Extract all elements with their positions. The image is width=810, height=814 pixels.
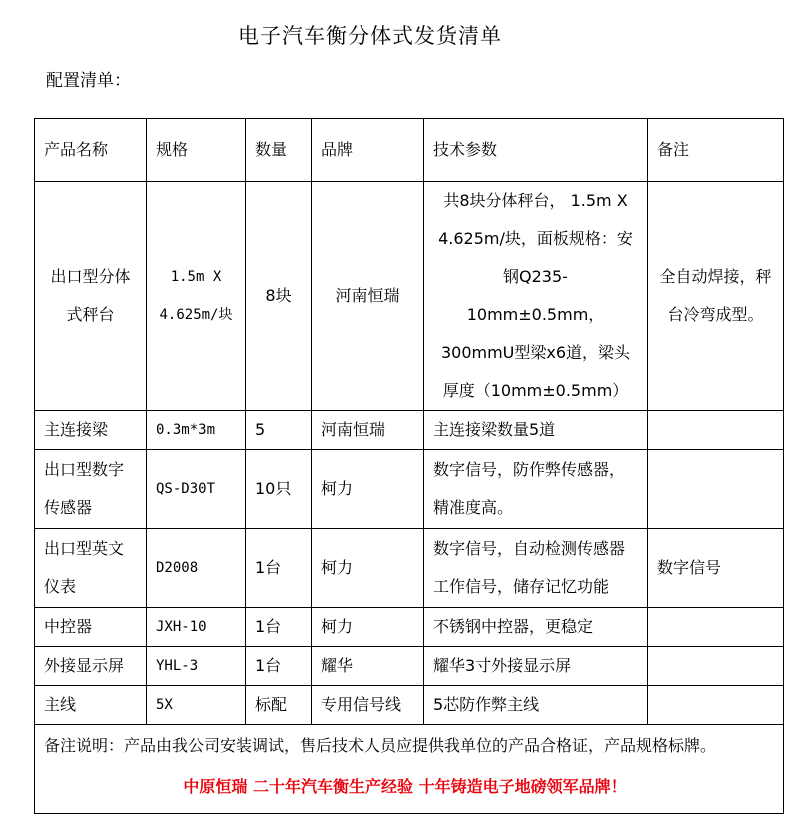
cell-note: 数字信号 (648, 529, 784, 608)
remark-row (35, 725, 784, 814)
header-product-name: 产品名称 (35, 119, 147, 182)
header-brand: 品牌 (312, 119, 424, 182)
cell-name: 主连接梁 (35, 411, 147, 450)
cell-brand: 河南恒瑞 (312, 182, 424, 411)
table-row (35, 450, 784, 529)
cell-qty: 5 (246, 411, 312, 450)
cell-spec: QS-D30T (147, 450, 246, 529)
cell-params: 共8块分体秤台， 1.5m X 4.625m/块，面板规格：安钢Q235- 10mm±0.5mm，300mmU型梁x6道，梁头厚度（10mm±0.5mm） (424, 182, 648, 411)
table-row (35, 529, 784, 608)
table-row (35, 686, 784, 725)
cell-brand: 专用信号线 (312, 686, 424, 725)
cell-brand: 柯力 (312, 608, 424, 647)
table-header-row (35, 119, 784, 182)
cell-name: 出口型数字传感器 (35, 450, 147, 529)
cell-params: 不锈钢中控器，更稳定 (424, 608, 648, 647)
cell-params: 数字信号，防作弊传感器，精准度高。 (424, 450, 648, 529)
cell-name: 出口型英文仪表 (35, 529, 147, 608)
table-row (35, 608, 784, 647)
cell-qty: 标配 (246, 686, 312, 725)
cell-qty: 10只 (246, 450, 312, 529)
shipping-list-table (34, 118, 784, 814)
cell-brand: 耀华 (312, 647, 424, 686)
cell-brand: 柯力 (312, 529, 424, 608)
cell-params: 耀华3寸外接显示屏 (424, 647, 648, 686)
cell-note (648, 450, 784, 529)
cell-spec: YHL-3 (147, 647, 246, 686)
cell-qty: 8块 (246, 182, 312, 411)
page-title: 电子汽车衡分体式发货清单 (238, 24, 502, 48)
remark-text: 备注说明：产品由我公司安装调试，售后技术人员应提供我单位的产品合格证，产品规格标牌。 (35, 725, 784, 814)
table-row (35, 182, 784, 411)
cell-spec: JXH-10 (147, 608, 246, 647)
cell-name: 中控器 (35, 608, 147, 647)
header-tech-params: 技术参数 (424, 119, 648, 182)
company-slogan: 中原恒瑞 二十年汽车衡生产经验 十年铸造电子地磅领军品牌！ (183, 777, 627, 796)
cell-note (648, 647, 784, 686)
cell-brand: 柯力 (312, 450, 424, 529)
cell-note: 全自动焊接，秤台冷弯成型。 (648, 182, 784, 411)
cell-name: 主线 (35, 686, 147, 725)
cell-note (648, 686, 784, 725)
header-note: 备注 (648, 119, 784, 182)
cell-qty: 1台 (246, 608, 312, 647)
cell-params: 主连接梁数量5道 (424, 411, 648, 450)
table-row (35, 647, 784, 686)
cell-brand: 河南恒瑞 (312, 411, 424, 450)
header-spec: 规格 (147, 119, 246, 182)
config-list-label: 配置清单： (46, 71, 131, 91)
header-quantity: 数量 (246, 119, 312, 182)
cell-params: 5芯防作弊主线 (424, 686, 648, 725)
cell-spec: 0.3m*3m (147, 411, 246, 450)
cell-name: 外接显示屏 (35, 647, 147, 686)
cell-note (648, 608, 784, 647)
cell-params: 数字信号，自动检测传感器工作信号，储存记忆功能 (424, 529, 648, 608)
cell-qty: 1台 (246, 647, 312, 686)
cell-spec: 5X (147, 686, 246, 725)
cell-spec: 1.5m X 4.625m/块 (147, 182, 246, 411)
cell-name: 出口型分体式秤台 (35, 182, 147, 411)
cell-spec: D2008 (147, 529, 246, 608)
cell-qty: 1台 (246, 529, 312, 608)
cell-note (648, 411, 784, 450)
table-row (35, 411, 784, 450)
